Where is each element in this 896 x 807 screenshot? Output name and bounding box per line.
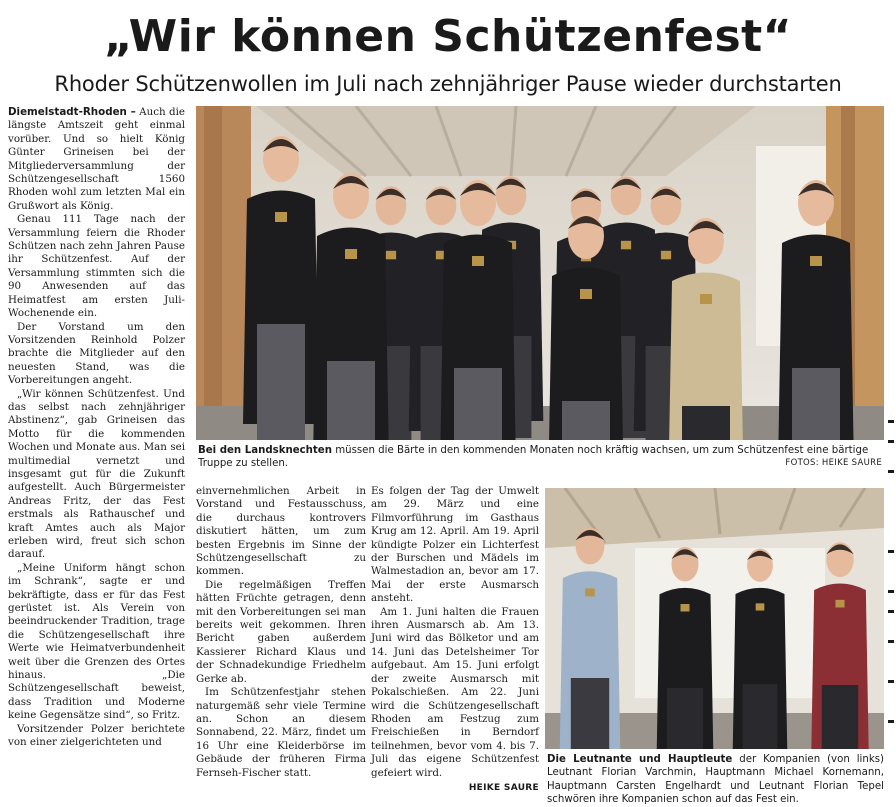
paragraph: einvernehmlichen Arbeit in Vorstand und Festausschuss, die durchaus kontrovers diskutiert hätten, um zum besten Ergebnis im Sinne der Schützengesellschaft zu kommen. bbox=[196, 485, 366, 578]
caption-lead: Die Leutnante und Hauptleute bbox=[547, 754, 733, 765]
headline: „Wir können Schützenfest“ bbox=[103, 11, 793, 62]
paragraph: Im Schützenfestjahr stehen naturgemäß sehr viele Termine an. Schon an diesem Sonnabend, 22. März, findet um 16 Uhr eine Kleiderbörse im Gebäude der früheren Firma Fernseh-Fischer statt. bbox=[196, 686, 366, 779]
photo-credit: FOTOS: HEIKE SAURE bbox=[785, 458, 882, 468]
paragraph: Der Vorstand um den Vorsitzenden Reinhold Polzer brachte die Mitglieder auf den neuesten Stand, was die Vorbereitungen angeht. bbox=[8, 320, 185, 387]
article-column-1 bbox=[8, 106, 185, 750]
officers-photo-caption bbox=[547, 753, 884, 807]
dateline: Diemelstadt-Rhoden – bbox=[8, 106, 136, 118]
lead-text: Auch die längste Amtszeit geht einmal vorüber. Und so hielt König Günter Grineisen bei der Mitgliederversammlung der Schützengesellschaft 1560 Rhoden wohl zum letzten Mal ein Grußwort als König. bbox=[8, 106, 185, 212]
paragraph: Es folgen der Tag der Umwelt am 29. März und eine Filmvorführung im Gasthaus Krug am 12. April. Am 19. April kündigte Polzer ein Lichterfest der Burschen und Mädels im Walmestadion an, bevor am 17. Mai der erste Ausmarsch ansteht. bbox=[371, 485, 539, 605]
article-column-2 bbox=[196, 485, 366, 780]
paragraph: „Meine Uniform hängt schon im Schrank“, sagte er und bekräftigte, dass er für das Fest gerüstet ist. Als Verein von beeindruckender Tradition, trage die Schützengesellschaft ihre Werte wie Heimatverbundenheit weit über die Grenzen des Ortes hinaus. „Die Schützengesellschaft beweist, dass Tradition und Moderne keine Gegensätze sind“, so Fritz. bbox=[8, 561, 185, 722]
group-photo bbox=[196, 106, 884, 440]
officers-photo bbox=[545, 488, 884, 749]
lead-paragraph bbox=[8, 106, 185, 213]
caption-lead: Bei den Landsknechten bbox=[198, 445, 332, 456]
byline: HEIKE SAURE bbox=[468, 782, 539, 793]
paragraph: Am 1. Juni halten die Frauen ihren Ausmarsch ab. Am 13. Juni wird das Bölketor und am 14. Juni das Detelsheimer Tor aufgebaut. Am 15. Juni erfolgt der zweite Ausmarsch mit Pokalschießen. Am 22. Juni wird die Schützengesellschaft Rhoden am Festzug zum Freischießen in Berndorf teilnehmen, bevor vom 4. bis 7. Juli das eigene Schützenfest gefeiert wird. bbox=[371, 605, 539, 779]
page-edge-neighbor-article bbox=[888, 0, 896, 800]
paragraph: „Wir können Schützenfest. Und das selbst nach zehnjähriger Abstinenz“, gab Grineisen das Motto für die kommenden Wochen und Monate aus. Man sei multimedial vernetzt und insgesamt gut für die Zukunft aufgestellt. Auch Bürgermeister Andreas Fritz, der das Fest erstmals als Rathauschef und kraft Amtes auch als Major erleben wird, freut sich schon darauf. bbox=[8, 387, 185, 561]
paragraph: Vorsitzender Polzer berichtete von einer zielgerichteten und bbox=[8, 722, 185, 749]
group-photo-caption bbox=[198, 444, 884, 471]
article-column-3 bbox=[371, 485, 539, 795]
subheadline: Rhoder Schützenwollen im Juli nach zehnjähriger Pause wieder durchstarten bbox=[54, 72, 842, 96]
paragraph: Die regelmäßigen Treffen hätten Früchte getragen, denn mit den Vorbereitungen sei man bereits weit gekommen. Ihren Bericht gaben außerdem Kassierer Richard Klaus und der Schnadekundige Friedhelm Gerke ab. bbox=[196, 578, 366, 685]
caption-text: der Kompanien (von links) Leutnant Florian Varchmin, Hauptmann Michael Kornemann, Hauptmann Carsten Engelhardt und Leutnant Florian Tepel schwören ihre Kompanien schon auf das Fest ein. bbox=[547, 754, 884, 806]
paragraph: Genau 111 Tage nach der Versammlung feiern die Rhoder Schützen nach zehn Jahren Pause ihr Schützenfest. Auf der Versammlung stimmten sich die 90 Anwesenden auf das Heimatfest am ersten Juli-Wochenende ein. bbox=[8, 213, 185, 320]
caption-text: müssen die Bärte in den kommenden Monaten noch kräftig wachsen, um zum Schützenfest eine bärtige Truppe zu stellen. bbox=[198, 445, 869, 470]
